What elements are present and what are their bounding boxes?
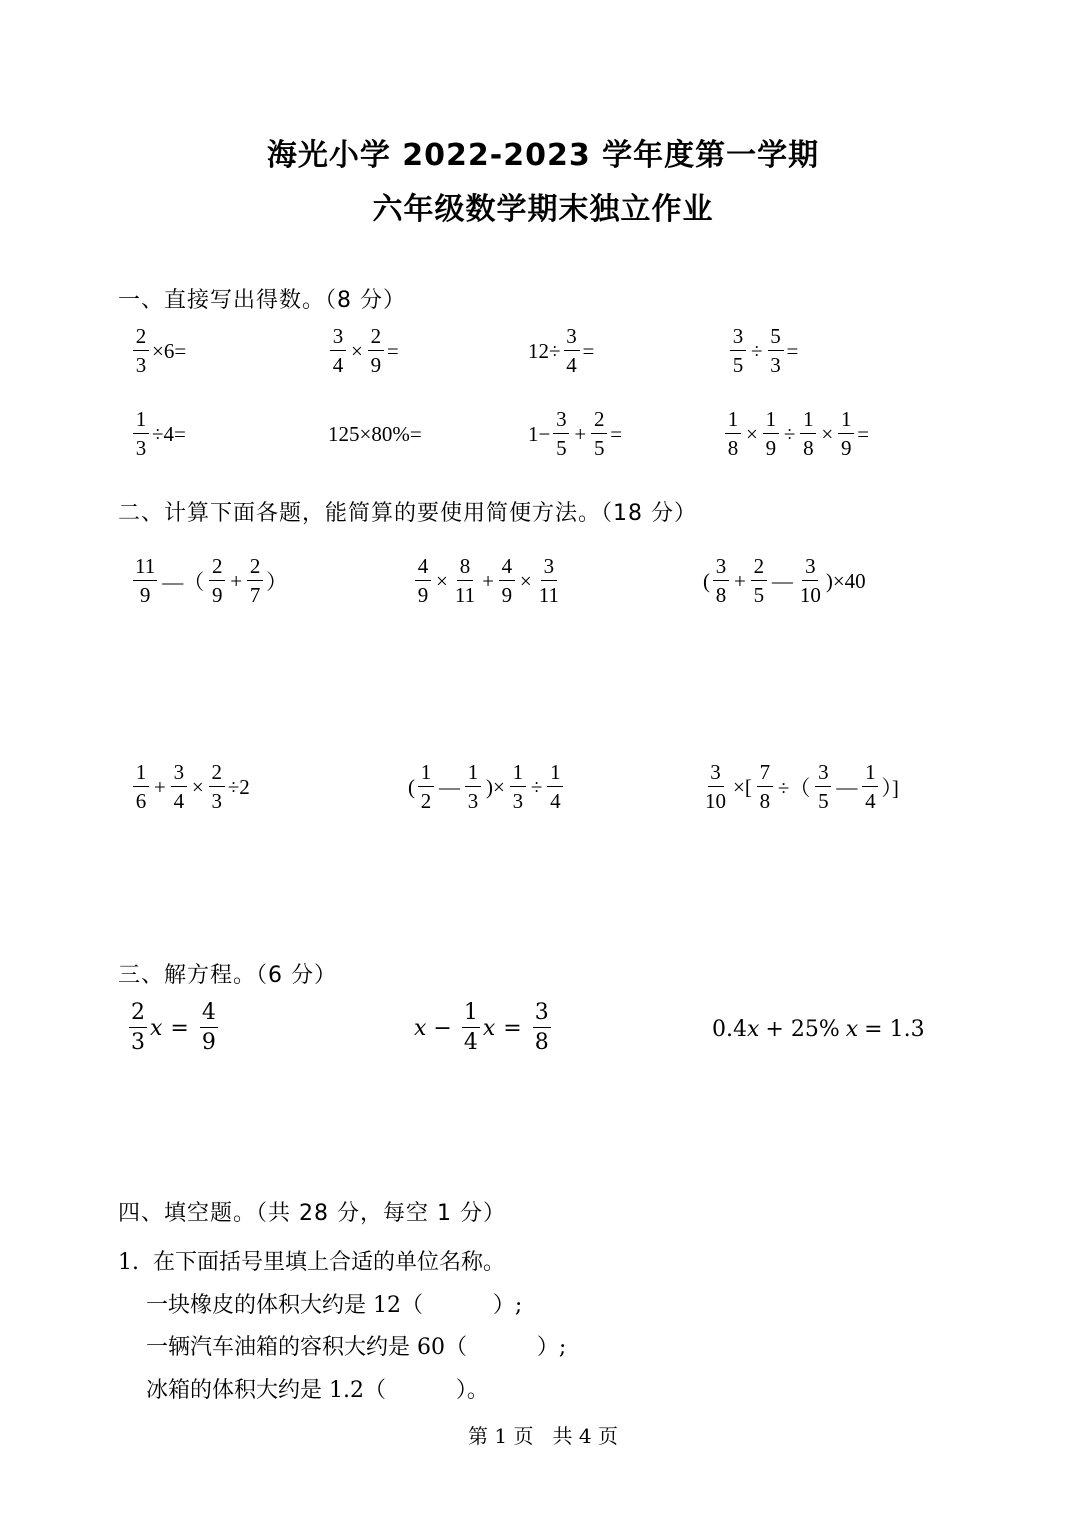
fraction: $\frac{11}{9}$: [135, 554, 156, 607]
problem-1-1: $\frac{2}{3}$ ×6=: [130, 326, 186, 376]
fill-blank-question-1: 1. 在下面括号里填上合适的单位名称。: [118, 1250, 505, 1275]
problem-1-6: 125×80%=: [328, 422, 422, 446]
fraction: $\frac{2}{7}$: [247, 556, 263, 606]
equation-3: 0.4 x + 25% x = 1.3: [712, 1017, 925, 1042]
section-4-heading: 四、填空题。（共 28 分，每空 1 分）: [118, 1201, 506, 1226]
fraction: $\frac{1}{9}$: [838, 409, 854, 459]
page-title: 海光小学 2022-2023 学年度第一学期: [266, 138, 820, 173]
fraction: $\frac{3}{10}$: [799, 554, 821, 607]
section-2-heading: 二、计算下面各题，能简算的要使用简便方法。（18 分）: [118, 501, 697, 526]
fraction: $\frac{1}{4}$: [862, 762, 878, 812]
fraction: $\frac{2}{5}$: [591, 409, 607, 459]
fraction: $\frac{4}{9}$: [499, 556, 515, 606]
fill-blank-item-eraser: 一块橡皮的体积大约是 12（ ）;: [118, 1293, 523, 1318]
problem-2-1: $\frac{11}{9}$ —（ $\frac{2}{9}$ + $\frac{2}{7}$ ）: [135, 554, 288, 607]
problem-1-5: $\frac{1}{3}$ ÷4=: [130, 409, 186, 459]
fraction: $\frac{1}{9}$: [763, 409, 779, 459]
fraction: $\frac{5}{3}$: [768, 326, 784, 376]
fraction: $\frac{2}{3}$: [133, 326, 149, 376]
fraction: $\frac{1}{3}$: [510, 762, 526, 812]
fraction: $\frac{3}{4}$: [171, 762, 187, 812]
fraction: $\frac{2}{3}$: [209, 762, 225, 812]
fraction: $\frac{1}{3}$: [465, 762, 481, 812]
section-1-heading: 一、直接写出得数。（8 分）: [118, 288, 406, 313]
problem-2-3: ( $\frac{3}{8}$ + $\frac{2}{5}$ — $\frac{3}{10}$ )×40: [703, 554, 866, 607]
fraction: $\frac{2}{3}$: [131, 1000, 145, 1055]
problem-1-8: $\frac{1}{8}$ × $\frac{1}{9}$ ÷ $\frac{1}{8}$ × $\frac{1}{9}$ =: [722, 409, 869, 459]
fraction: $\frac{3}{10}$: [705, 760, 726, 813]
fill-blank-item-fuel-tank: 一辆汽车油箱的容积大约是 60（ ）;: [118, 1335, 567, 1360]
problem-1-7: 1− $\frac{3}{5}$ + $\frac{2}{5}$ =: [528, 407, 623, 460]
fraction: $\frac{3}{8}$: [534, 1000, 549, 1055]
fraction: $\frac{4}{9}$: [201, 1000, 216, 1055]
equation-2: x − $\frac{1}{4}$ x = $\frac{3}{8}$: [414, 1000, 549, 1055]
fraction: $\frac{3}{4}$: [564, 326, 580, 376]
problem-2-5: ( $\frac{1}{2}$ — $\frac{1}{3}$ )× $\frac{1}{3}$ ÷ $\frac{1}{4}$: [408, 762, 566, 812]
page-subtitle: 六年级数学期末独立作业: [372, 192, 714, 227]
fill-blank-item-fridge: 冰箱的体积大约是 1.2（ ）。: [118, 1378, 489, 1403]
fraction: $\frac{1}{2}$: [418, 762, 434, 812]
fraction: $\frac{1}{6}$: [133, 762, 149, 812]
fraction: $\frac{3}{5}$: [730, 326, 746, 376]
fraction: $\frac{2}{5}$: [751, 556, 767, 606]
fraction: $\frac{3}{5}$: [553, 409, 569, 459]
problem-2-4: $\frac{1}{6}$ + $\frac{3}{4}$ × $\frac{2}{3}$ ÷2: [130, 762, 250, 812]
fraction: $\frac{7}{8}$: [757, 762, 773, 812]
problem-1-2: $\frac{3}{4}$ × $\frac{2}{9}$ =: [327, 326, 399, 376]
fraction: $\frac{1}{3}$: [133, 409, 149, 459]
problem-1-3: 12÷ $\frac{3}{4}$ =: [528, 324, 595, 377]
section-3-heading: 三、解方程。（6 分）: [118, 963, 337, 988]
page-number: 第 1 页 共 4 页: [468, 1424, 618, 1448]
fraction: $\frac{3}{8}$: [713, 556, 729, 606]
fraction: $\frac{3}{5}$: [815, 762, 831, 812]
fraction: $\frac{2}{9}$: [368, 326, 384, 376]
fraction: $\frac{1}{8}$: [800, 409, 816, 459]
fraction: $\frac{1}{8}$: [725, 409, 741, 459]
fraction: $\frac{4}{9}$: [415, 556, 431, 606]
fraction: $\frac{1}{4}$: [547, 762, 563, 812]
fraction: $\frac{2}{9}$: [209, 556, 225, 606]
fraction: $\frac{3}{11}$: [538, 554, 559, 607]
problem-2-2: $\frac{4}{9}$ × $\frac{8}{11}$ + $\frac{4}{9}$ × $\frac{3}{11}$: [412, 556, 564, 606]
problem-1-4: $\frac{3}{5}$ ÷ $\frac{5}{3}$ =: [727, 326, 798, 376]
equation-1: $\frac{2}{3}$ x = $\frac{4}{9}$: [131, 1000, 216, 1055]
problem-2-6: $\frac{3}{10}$ ×[ $\frac{7}{8}$ ÷（ $\frac{3}{5}$ — $\frac{1}{4}$ ）]: [705, 760, 899, 813]
fraction: $\frac{3}{4}$: [330, 326, 346, 376]
fraction: $\frac{1}{4}$: [463, 1000, 478, 1055]
fraction: $\frac{8}{11}$: [454, 554, 476, 607]
